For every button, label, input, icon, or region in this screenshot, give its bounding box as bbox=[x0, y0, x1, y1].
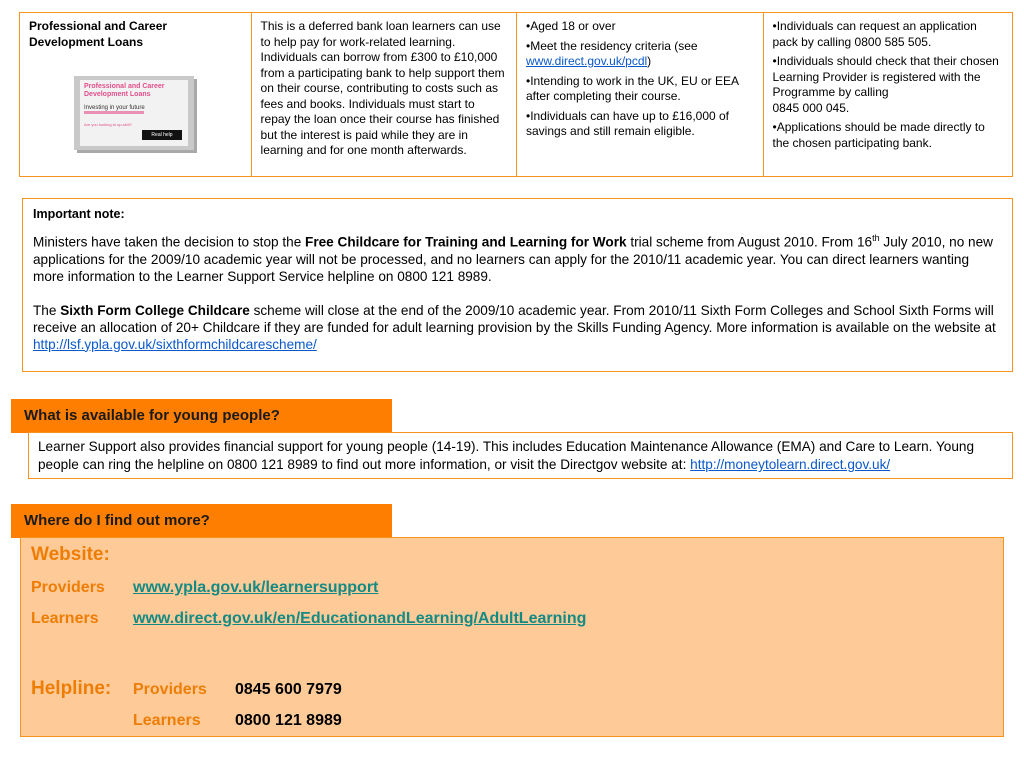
website-label: Website: bbox=[31, 544, 110, 565]
application-item: •Applications should be made directly to the chosen participating bank. bbox=[772, 120, 985, 150]
eligibility-item: •Individuals can have up to £16,000 of savings and still remain eligible. bbox=[526, 108, 730, 138]
registration-phone: 0845 000 045. bbox=[772, 100, 850, 115]
providers-website-link[interactable]: www.ypla.gov.uk/learnersupport bbox=[133, 579, 379, 596]
loan-info-table bbox=[19, 12, 1013, 177]
childcare-paragraph: Ministers have taken the decision to stop the Free Childcare for Training and Learning for Work trial scheme from August 2010. From 16th July 2010, no new applications for the 2009/10 academic year will not be processed, and no learners can apply for the 2010/11 academic year. You can direct learners wanting more information to the Learner Support Service helpline on 0800 121 8989. bbox=[33, 233, 993, 284]
helpline-learners-label: Learners bbox=[133, 712, 201, 729]
brochure-image bbox=[74, 76, 194, 150]
young-people-text: Learner Support also provides financial support for young people (14-19). This includes Education Maintenance Allowance (EMA) and Care to Learn. Young people can ring the helpline on 0800 121 8989 to find out more information, or visit the Directgov website at: bbox=[38, 439, 975, 472]
eligibility-item: •Aged 18 or over bbox=[526, 19, 616, 33]
brochure-badge: Real help bbox=[142, 130, 182, 140]
helpline-providers-label: Providers bbox=[133, 681, 207, 698]
helpline-label: Helpline: bbox=[31, 678, 112, 699]
loan-description: This is a deferred bank loan learners can use to help pay for work-related learning. Individuals can borrow from £300 to £10,000 from a participating bank to help support them on their course, contributing to costs such as fees and books. Individuals must start to repay the loan once their course has finished but the interest is paid while they are in learning and for one month afterwards. bbox=[260, 19, 505, 157]
application-item: •Individuals should check that their chosen Learning Provider is registered with the Programme by calling 0845 000 045. bbox=[773, 54, 1004, 116]
find-out-more-heading: Where do I find out more? bbox=[11, 504, 392, 538]
pcdl-link[interactable]: www.direct.gov.uk/pcdl bbox=[526, 54, 648, 68]
loan-title: Professional and Career Development Loans bbox=[29, 19, 168, 49]
find-out-more-box bbox=[20, 537, 1004, 737]
loan-title-cell bbox=[20, 13, 252, 176]
sixth-form-paragraph: The Sixth Form College Childcare scheme will close at the end of the 2009/10 academic year. From 2010/11 Sixth Form Colleges and School Sixth Forms will receive an allocation of 20+ Childcare if they are funded for adult learning provision by the Skills Funding Agency. More information is available on the website at http://lsf.ypla.gov.uk/sixthformchildcarescheme/ bbox=[33, 302, 996, 352]
important-note-title: Important note: bbox=[33, 207, 125, 221]
loan-description-cell bbox=[252, 13, 517, 176]
learners-website-link[interactable]: www.direct.gov.uk/en/EducationandLearning/AdultLearning bbox=[133, 610, 587, 627]
helpline-providers-phone: 0845 600 7979 bbox=[235, 681, 342, 698]
application-cell bbox=[764, 13, 1013, 176]
brochure-subtitle: Investing in your future bbox=[84, 105, 145, 111]
brochure-title: Professional and Career Development Loans bbox=[84, 83, 165, 98]
helpline-learners-phone: 0800 121 8989 bbox=[235, 712, 342, 729]
providers-label: Providers bbox=[31, 579, 105, 596]
sixth-form-link[interactable]: http://lsf.ypla.gov.uk/sixthformchildcarescheme/ bbox=[33, 336, 317, 352]
important-note-box bbox=[22, 198, 1013, 372]
eligibility-item: •Intending to work in the UK, EU or EEA after completing their course. bbox=[526, 73, 739, 103]
young-people-box bbox=[28, 432, 1013, 479]
moneytolearn-link[interactable]: http://moneytolearn.direct.gov.uk/ bbox=[690, 457, 891, 472]
eligibility-cell bbox=[517, 13, 764, 176]
brochure-graphic bbox=[84, 111, 144, 114]
young-people-heading: What is available for young people? bbox=[11, 399, 392, 433]
application-item: •Individuals can request an application pack by calling 0800 585 505. bbox=[772, 19, 977, 49]
brochure-small-text: Are you looking to up-skill? bbox=[84, 122, 132, 127]
learners-label: Learners bbox=[31, 610, 99, 627]
eligibility-item: •Meet the residency criteria (see www.direct.gov.uk/pcdl) bbox=[526, 38, 698, 68]
